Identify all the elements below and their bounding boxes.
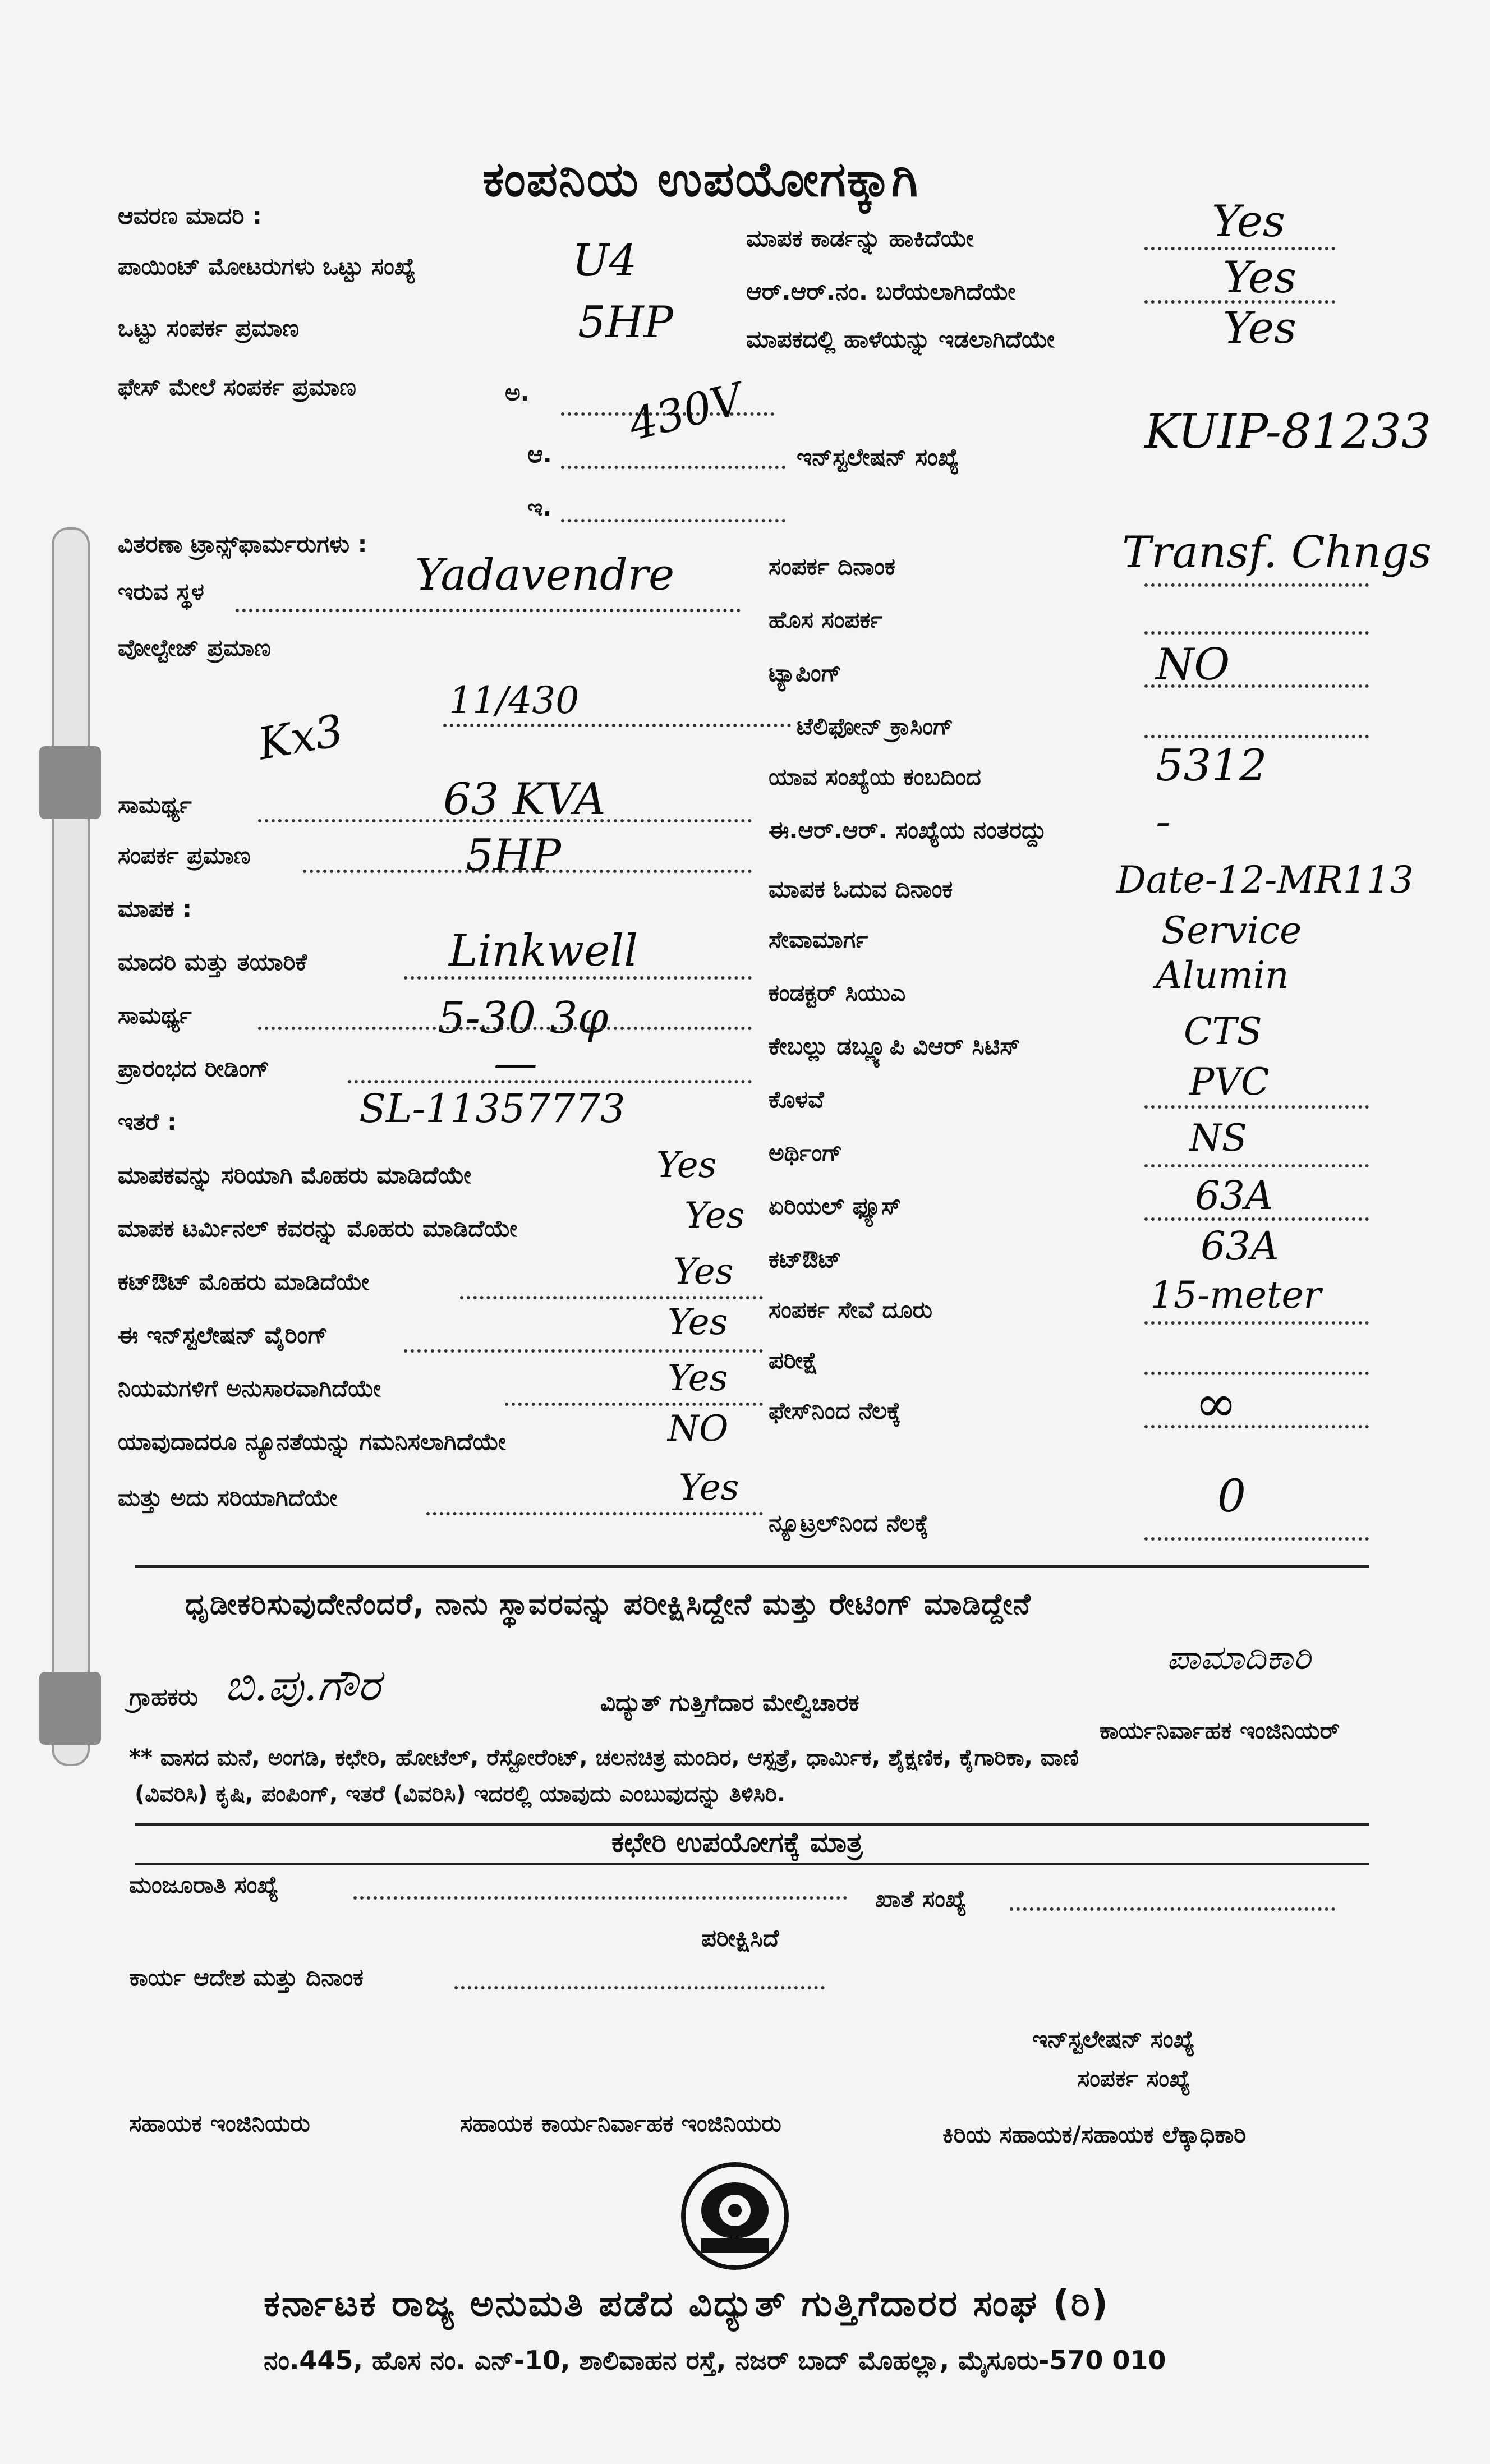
q5-value: Yes — [668, 1358, 728, 1399]
phase-load-label: ಫೇಸ್ ಮೇಲೆ ಸಂಪರ್ಕ ಪ್ರಮಾಣ — [118, 373, 356, 401]
premise-note-line1: ** ವಾಸದ ಮನೆ, ಅಂಗಡಿ, ಕಛೇರಿ, ಹೋಟೆಲ್, ರೆಸ್ಟೋರೆಂಟ್, ಚಲನಚಿತ್ರ ಮಂದಿರ, ಆಸ್ಪತ್ರೆ, ಧಾರ್ಮಿಕ, ಶೈಕ್ಷಣಿಕ, ಕೈಗಾರಿಕಾ, ವಾಣಿ — [129, 1745, 1079, 1771]
pole-number-label: ಯಾವ ಸಂಖ್ಯೆಯ ಕಂಬದಿಂದ — [769, 763, 981, 790]
new-connection-line — [1144, 631, 1369, 635]
capacity-label: ಸಾಮರ್ಥ್ಯ — [118, 791, 192, 819]
pipe-value: PVC — [1189, 1060, 1270, 1104]
phase-earth-line — [1144, 1425, 1369, 1428]
service-line-value: Service — [1161, 909, 1302, 952]
account-number-line — [1010, 1907, 1335, 1911]
declaration-text: ಧೃಡೀಕರಿಸುವುದೇನೆಂದರೆ, ನಾನು ಸ್ಥಾವರವನ್ನು ಪರೀಕ್ಷಿಸಿದ್ದೇನೆ ಮತ್ತು ರೇಟಿಂಗ್ ಮಾಡಿದ್ದೇನೆ — [185, 1588, 1031, 1621]
accounts-officer-label: ಕಿರಿಯ ಸಹಾಯಕ/ಸಹಾಯಕ ಲೆಕ್ಕಾಧಿಕಾರಿ — [942, 2121, 1247, 2148]
cable-value: CTS — [1184, 1010, 1262, 1053]
cutout-label: ಕಟ್‌ಔಟ್ — [769, 1245, 841, 1273]
office-use-title: ಕಛೇರಿ ಉಪಯೋಗಕ್ಕೆ ಮಾತ್ರ — [611, 1826, 863, 1859]
pipe-label: ಕೊಳವೆ — [769, 1086, 824, 1113]
point-motors-value: U4 — [572, 236, 637, 286]
binder-strip — [52, 527, 90, 1766]
connected-load-line — [303, 870, 752, 873]
capacity-value: 63 KVA — [443, 774, 606, 825]
neutral-earth-label: ನ್ಯೂಟ್ರಲ್‌ನಿಂದ ನೆಲಕ್ಕೆ — [769, 1509, 929, 1537]
rr-number-value: Yes — [1223, 252, 1296, 303]
approval-number-label: ಮಂಜೂರಾತಿ ಸಂಖ್ಯೆ — [129, 1871, 279, 1898]
voltage-value: 11/430 — [449, 679, 580, 722]
meter-card-label: ಮಾಪಕ ಕಾರ್ಡನ್ನು ಹಾಕಿದೆಯೇ — [746, 224, 974, 252]
conductor-label: ಕಂಡಕ್ಟರ್ ಸಿಯುಎ — [769, 979, 906, 1006]
others-value: SL-11357773 — [359, 1086, 626, 1132]
aerial-fuse-line — [1144, 1217, 1369, 1221]
q5-label: ನಿಯಮಗಳಿಗೆ ಅನುಸಾರವಾಗಿದೆಯೇ — [118, 1374, 381, 1402]
pipe-line — [1144, 1105, 1369, 1109]
association-emblem-icon — [679, 2160, 791, 2272]
q6-value: NO — [668, 1408, 729, 1450]
work-order-label: ಕಾರ್ಯ ಆದೇಶ ಮತ್ತು ದಿನಾಂಕ — [129, 1964, 364, 1991]
phase-aa-line — [561, 466, 785, 469]
phase-i-label: ಇ. — [527, 494, 552, 521]
earthing-label: ಅರ್ಥಿಂಗ್ — [769, 1139, 843, 1166]
aerial-fuse-label: ಏರಿಯಲ್ ಫ್ಯೂಸ್ — [769, 1192, 902, 1220]
reading-date-label: ಮಾಪಕ ಓದುವ ದಿನಾಂಕ — [769, 875, 953, 903]
enclosure-type-label: ಆವರಣ ಮಾದರಿ : — [118, 202, 262, 229]
neutral-earth-line — [1144, 1537, 1369, 1541]
q1-value: Yes — [656, 1144, 717, 1186]
cutout-value: 63A — [1201, 1223, 1279, 1269]
meter-capacity-line — [258, 1027, 752, 1030]
make-label: ಮಾದರಿ ಮತ್ತು ತಯಾರಿಕೆ — [118, 948, 307, 976]
q7-line — [426, 1512, 763, 1515]
connection-number-label: ಸಂಪರ್ಕ ಸಂಖ್ಯೆ — [1077, 2065, 1191, 2092]
engineer-signature: ಪಾಮಾದಿಕಾರಿ — [1167, 1638, 1311, 1677]
location-label: ಇರುವ ಸ್ಥಳ — [118, 578, 204, 605]
meter-seal-value: Yes — [1223, 303, 1296, 353]
cable-label: ಕೇಬಲ್ಲು ಡಬ್ಲ್ಯೂಪಿ ವಿಆರ್ ಸಿಟಿಸ್ — [769, 1032, 1020, 1060]
meter-seal-label: ಮಾಪಕದಲ್ಲಿ ಹಾಳೆಯನ್ನು ಇಡಲಾಗಿದೆಯೇ — [746, 325, 1055, 353]
make-line — [404, 976, 752, 980]
distance-line — [1144, 1321, 1369, 1325]
approval-number-line — [353, 1896, 847, 1900]
q4-label: ಈ ಇನ್‌ಸ್ಟಲೇಷನ್ ವೈರಿಂಗ್ — [118, 1321, 328, 1349]
distance-label: ಸಂಪರ್ಕ ಸೇವೆ ದೂರು — [769, 1296, 932, 1323]
phase-earth-value: ∞ — [1195, 1374, 1237, 1433]
aerial-fuse-value: 63A — [1195, 1173, 1273, 1219]
total-load-label: ಒಟ್ಟು ಸಂಪರ್ಕ ಪ್ರಮಾಣ — [118, 314, 300, 342]
executive-engineer-label: ಕಾರ್ಯನಿರ್ವಾಹಕ ಇಂಜಿನಿಯರ್ — [1100, 1717, 1340, 1744]
installation-number-2-label: ಇನ್‌ಸ್ಟಲೇಷನ್ ಸಂಖ್ಯೆ — [1032, 2025, 1195, 2053]
conductor-value: Alumin — [1156, 954, 1289, 997]
contractor-supervisor-label: ವಿದ್ಯುತ್ ಗುತ್ತಿಗೆದಾರ ಮೇಲ್ವಿಚಾರಕ — [600, 1689, 859, 1716]
q5-line — [505, 1403, 763, 1406]
customer-label: ಗ್ರಾಹಕರು — [129, 1683, 198, 1711]
q1-label: ಮಾಪಕವನ್ನು ಸರಿಯಾಗಿ ಮೊಹರು ಮಾಡಿದೆಯೇ — [118, 1161, 471, 1189]
earthing-value: NS — [1189, 1116, 1247, 1160]
q6-label: ಯಾವುದಾದರೂ ನ್ಯೂನತೆಯನ್ನು ಗಮನಿಸಲಾಗಿದೆಯೇ — [118, 1428, 506, 1455]
tapping-value: NO — [1156, 640, 1230, 690]
q4-line — [404, 1349, 763, 1353]
phase-aa-label: ಆ. — [527, 440, 552, 468]
installation-number-value: KUIP-81233 — [1144, 404, 1432, 459]
q3-value: Yes — [673, 1251, 734, 1293]
initial-reading-line — [348, 1080, 752, 1083]
q7-label: ಮತ್ತು ಅದು ಸರಿಯಾಗಿದೆಯೇ — [118, 1484, 338, 1511]
make-value: Linkwell — [449, 926, 638, 976]
err-number-value: - — [1156, 797, 1171, 847]
premise-note-line2: (ವಿವರಿಸಿ) ಕೃಷಿ, ಪಂಪಿಂಗ್, ಇತರೆ (ವಿವರಿಸಿ) ಇದರಲ್ಲಿ ಯಾವುದು ಎಂಬುವುದನ್ನು ತಿಳಿಸಿರಿ. — [135, 1781, 786, 1807]
assistant-executive-engineer-label: ಸಹಾಯಕ ಕಾರ್ಯನಿರ್ವಾಹಕ ಇಂಜಿನಿಯರು — [460, 2109, 781, 2137]
association-address: ನಂ.445, ಹೊಸ ನಂ. ಎನ್-10, ಶಾಲಿವಾಹನ ರಸ್ತೆ, ನಜರ್ ಬಾದ್ ಮೊಹಲ್ಲಾ, ಮೈಸೂರು-570 010 — [264, 2345, 1166, 2375]
others-label: ಇತರೆ : — [118, 1108, 177, 1136]
connected-load-label: ಸಂಪರ್ಕ ಪ್ರಮಾಣ — [118, 842, 251, 869]
service-line-label: ಸೇವಾಮಾರ್ಗ — [769, 926, 868, 953]
initial-reading-label: ಪ್ರಾರಂಭದ ರೀಡಿಂಗ್ — [118, 1055, 270, 1082]
meter-capacity-label: ಸಾಮರ್ಥ್ಯ — [118, 1001, 192, 1029]
point-motors-label: ಪಾಯಿಂಟ್ ಮೋಟರುಗಳು ಒಟ್ಟು ಸಂಖ್ಯೆ — [118, 252, 416, 280]
binder-clip-bottom — [39, 1672, 101, 1745]
phase-a-label: ಅ. — [505, 379, 530, 406]
binder-clip-top — [39, 746, 101, 819]
voltage-label: ವೋಲ್ಟೇಜ್ ಪ್ರಮಾಣ — [118, 634, 271, 661]
connected-load-value: 5HP — [466, 830, 562, 881]
distance-value: 15-meter — [1150, 1274, 1322, 1317]
phase-earth-label: ಫೇಸ್‌ನಿಂದ ನೆಲಕ್ಕೆ — [769, 1397, 901, 1424]
separator-3 — [135, 1863, 1369, 1865]
initial-reading-value: — — [494, 1038, 537, 1088]
q2-label: ಮಾಪಕ ಟರ್ಮಿನಲ್ ಕವರನ್ನು ಮೊಹರು ಮಾಡಿದೆಯೇ — [118, 1215, 517, 1242]
association-name: ಕರ್ನಾಟಕ ರಾಜ್ಯ ಅನುಮತಿ ಪಡೆದ ವಿದ್ಯುತ್ ಗುತ್ತಿಗೆದಾರರ ಸಂಘ (ರಿ) — [264, 2283, 1110, 2325]
pole-number-value: 5312 — [1156, 741, 1267, 791]
connection-date-line — [1144, 583, 1369, 587]
installation-number-label: ಇನ್‌ಸ್ಟಲೇಷನ್ ಸಂಖ್ಯೆ — [797, 443, 959, 471]
separator-1 — [135, 1565, 1369, 1568]
connection-date-label: ಸಂಪರ್ಕ ದಿನಾಂಕ — [769, 553, 895, 580]
meter-card-value: Yes — [1212, 196, 1285, 247]
neutral-earth-value: 0 — [1217, 1470, 1246, 1522]
meter-label: ಮಾಪಕ : — [118, 895, 192, 922]
earthing-line — [1144, 1164, 1369, 1167]
tapping-label: ಟ್ಯಾಪಿಂಗ್ — [769, 659, 841, 687]
phase-voltage-value: 430V — [624, 374, 748, 451]
meter-card-line — [1144, 247, 1335, 250]
q2-value: Yes — [684, 1195, 745, 1236]
q3-line — [460, 1296, 763, 1299]
account-number-label: ಖಾತೆ ಸಂಖ್ಯೆ — [875, 1885, 967, 1913]
err-number-label: ಈ.ಆರ್.ಆರ್. ಸಂಖ್ಯೆಯ ನಂತರದ್ದು — [769, 816, 1047, 844]
work-order-line — [454, 1986, 825, 1989]
telephone-crossing-label: ಟೆಲಿಫೋನ್ ಕ್ರಾಸಿಂಗ್ — [797, 712, 954, 740]
page-title: ಕಂಪನಿಯ ಉಪಯೋಗಕ್ಕಾಗಿ — [482, 151, 919, 208]
location-value: Yadavendre — [415, 550, 675, 600]
phase-i-line — [561, 519, 785, 522]
q4-value: Yes — [668, 1302, 728, 1343]
voltage-line — [443, 724, 791, 727]
tapping-line — [1144, 684, 1369, 688]
test-line — [1144, 1372, 1369, 1375]
q3-label: ಕಟ್‌ಔಟ್ ಮೊಹರು ಮಾಡಿದೆಯೇ — [118, 1268, 369, 1295]
assistant-engineer-label: ಸಹಾಯಕ ಇಂಜಿನಿಯರು — [129, 2109, 310, 2137]
telephone-crossing-line — [1144, 735, 1369, 738]
kx-value: Kx3 — [254, 705, 347, 770]
q7-value: Yes — [679, 1467, 739, 1509]
new-connection-label: ಹೊಸ ಸಂಪರ್ಕ — [769, 606, 882, 633]
reading-date-value: Date-12-MR113 — [1116, 858, 1414, 902]
test-label: ಪರೀಕ್ಷೆ — [769, 1346, 818, 1374]
connection-date-value: Transf. Chngs — [1122, 527, 1432, 578]
capacity-line — [258, 819, 752, 822]
meter-capacity-value: 5-30 3φ — [438, 993, 609, 1043]
location-line — [236, 609, 741, 612]
rr-number-label: ಆರ್.ಆರ್.ನಂ. ಬರೆಯಲಾಗಿದೆಯೇ — [746, 278, 1016, 305]
tested-label: ಪರೀಕ್ಷಿಸಿದೆ — [701, 1924, 779, 1952]
total-load-value: 5HP — [578, 297, 674, 348]
transformers-label: ವಿತರಣಾ ಟ್ರಾನ್ಸ್‌ಫಾರ್ಮರುಗಳು : — [118, 530, 367, 558]
customer-signature: ಬಿ.ಪು.ಗೌರ — [224, 1661, 380, 1711]
